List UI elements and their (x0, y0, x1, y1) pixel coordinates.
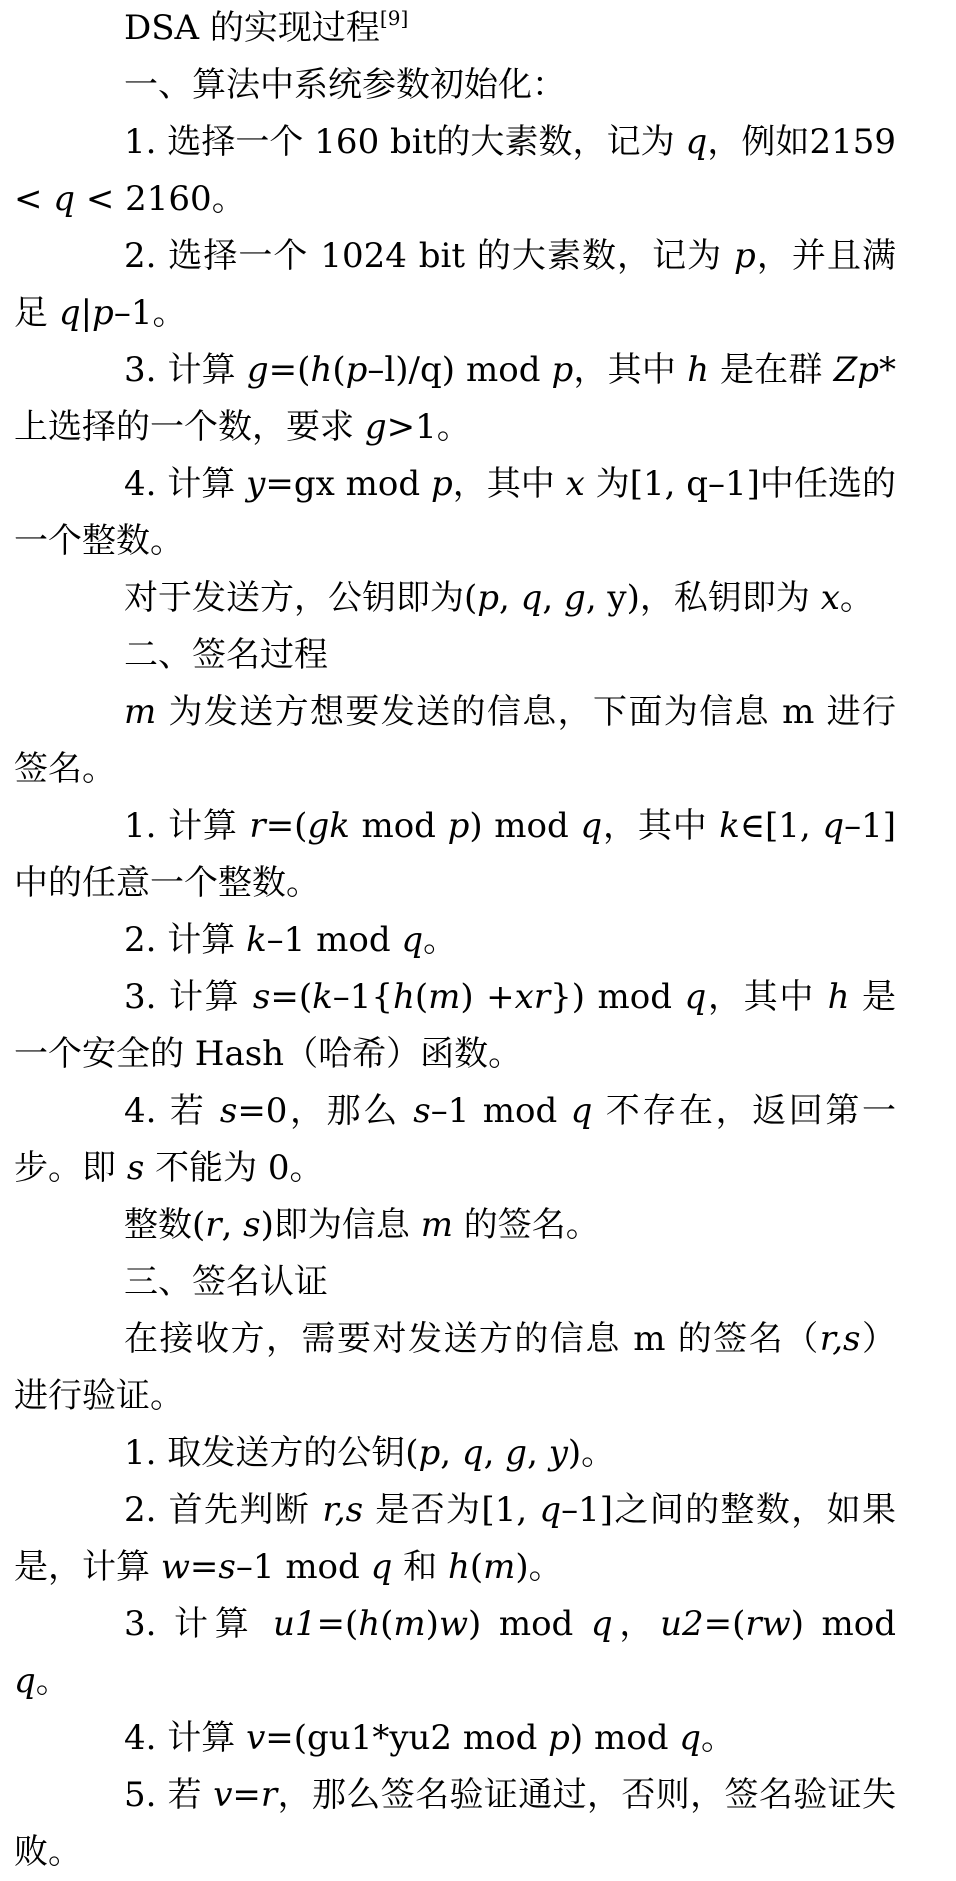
s1-item1: 1. 选择一个 160 bit的大素数，记为 q，例如2159 < q < 2160。 (14, 122, 896, 219)
s2-item3: 3. 计算 s=(k–1{h(m) +xr}) mod q，其中 h 是一个安全的 Hash（哈希）函数。 (14, 977, 896, 1074)
s1-item3: 3. 计算 g=(h(p–l)/q) mod p，其中 h 是在群 Zp* 上选择的一个数，要求 g>1。 (14, 350, 896, 447)
s3-intro: 在接收方，需要对发送方的信息 m 的签名（r,s）进行验证。 (14, 1319, 897, 1416)
section1-heading: 一、算法中系统参数初始化： (124, 65, 566, 105)
citation-ref: [9] (379, 6, 409, 30)
s2-intro: m 为发送方想要发送的信息，下面为信息 m 进行签名。 (14, 692, 896, 789)
s2-item2: 2. 计算 k–1 mod q。 (124, 920, 458, 960)
section3-heading: 三、签名认证 (124, 1262, 328, 1302)
s2-item4: 4. 若 s=0，那么 s–1 mod q 不存在，返回第一步。即 s 不能为 0。 (14, 1091, 896, 1188)
s3-item2: 2. 首先判断 r,s 是否为[1, q–1]之间的整数，如果是，计算 w=s–1 mod q 和 h(m)。 (14, 1490, 896, 1587)
s3-item5: 5. 若 v=r，那么签名验证通过，否则，签名验证失败。 (14, 1775, 897, 1872)
s2-signature: 整数(r, s)即为信息 m 的签名。 (124, 1205, 600, 1245)
s3-item4: 4. 计算 v=(gu1*yu2 mod p) mod q。 (124, 1718, 736, 1758)
s3-item1: 1. 取发送方的公钥(p, q, g, y)。 (124, 1433, 616, 1473)
s1-keys: 对于发送方，公钥即为(p, q, g, y)，私钥即为 x。 (124, 578, 874, 618)
s3-item3: 3. 计算 u1=(h(m)w) mod q，u2=(rw) mod q。 (14, 1604, 897, 1701)
s1-item4: 4. 计算 y=gx mod p，其中 x 为[1, q–1]中任选的一个整数。 (14, 464, 896, 561)
section2-heading: 二、签名过程 (124, 635, 328, 675)
document-title (14, 0, 896, 57)
s2-item1: 1. 计算 r=(gk mod p) mod q，其中 k∈[1, q–1]中的任意一个整数。 (14, 806, 897, 903)
title-text: DSA 的实现过程 (124, 8, 380, 48)
s1-item2: 2. 选择一个 1024 bit 的大素数，记为 p，并且满足 q|p–1。 (14, 236, 896, 333)
